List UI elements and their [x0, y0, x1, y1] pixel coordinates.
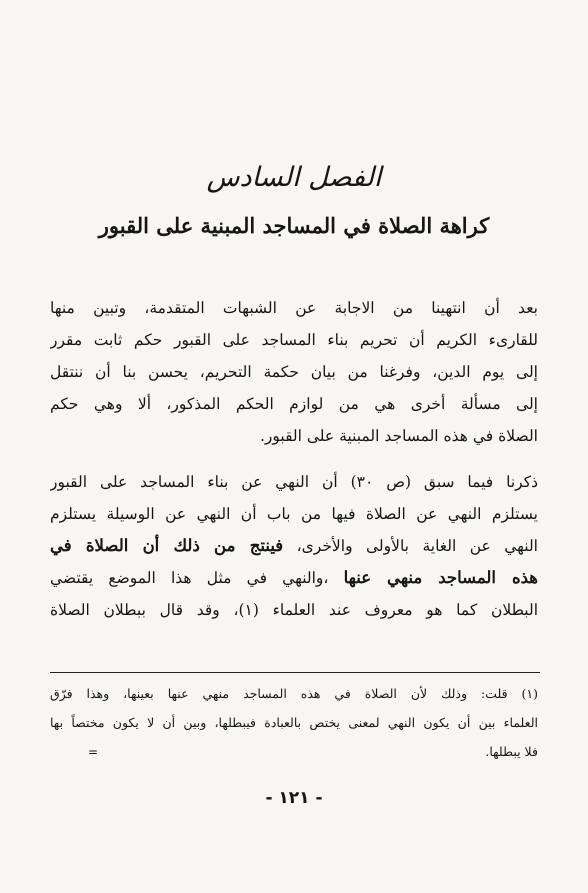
paragraph-2-line-4-text: ،والنهي في مثل هذا الموضع يقتضي [50, 569, 329, 587]
emphasized-conclusion-part-1: فينتج من ذلك أن الصلاة في [50, 536, 284, 555]
paragraph-2 [50, 466, 538, 626]
emphasized-conclusion-part-2: هذه المساجد منهي عنها [343, 568, 538, 587]
paragraph-2-line-3 [50, 530, 538, 562]
footnote-continuation-mark: = [88, 745, 99, 759]
paragraph-2-line-2: يستلزم النهي عن الصلاة فيها من باب أن النهي عن الوسيلة يستلزم [50, 505, 538, 523]
paragraph-1 [50, 292, 538, 452]
paragraph-1-line-4: إلى مسألة أخرى هي من لوازم الحكم المذكور، ألا وهي حكم [50, 395, 538, 413]
footnote-divider [50, 672, 540, 673]
paragraph-2-line-3-text: النهي عن الغاية بالأولى والأخرى، [296, 537, 538, 555]
paragraph-2-line-1: ذكرنا فيما سبق (ص ٣٠) أن النهي عن بناء المساجد على القبور [50, 473, 538, 491]
footnote-line-1: (١) قلت: وذلك لأن الصلاة في هذه المساجد منهي عنها بعينها، وهذا فرّق [50, 686, 538, 701]
section-title: كراهة الصلاة في المساجد المبنية على القبور [98, 213, 490, 238]
paragraph-1-line-2: للقارىء الكريم أن تحريم بناء المساجد على القبور حكم ثابت مقرر [50, 331, 538, 349]
paragraph-1-line-3: إلى يوم الدين، وفرغنا من بيان حكمة التحريم، يحسن بنا أن ننتقل [50, 363, 538, 381]
paragraph-2-line-5: البطلان كما هو معروف عند العلماء (١)، وقد قال ببطلان الصلاة [50, 601, 538, 619]
footnote [50, 679, 538, 766]
footnote-line-3: فلا يبطلها. [485, 744, 538, 759]
page-number: - ١٢١ - [265, 788, 323, 808]
paragraph-2-line-4 [50, 562, 538, 594]
paragraph-1-line-5: الصلاة في هذه المساجد المبنية على القبور. [259, 427, 538, 445]
paragraph-gap [50, 452, 538, 466]
paragraph-1-line-1: بعد أن انتهينا من الاجابة عن الشبهات المتقدمة، وتبين منها [50, 299, 538, 317]
body-text [50, 292, 538, 626]
footnote-line-2: العلماء بين أن يكون النهي لمعنى يختص بالعبادة فيبطلها، وبين أن لا يكون مختصاً بها [50, 715, 538, 730]
chapter-heading: الفصل السادس [206, 162, 382, 193]
